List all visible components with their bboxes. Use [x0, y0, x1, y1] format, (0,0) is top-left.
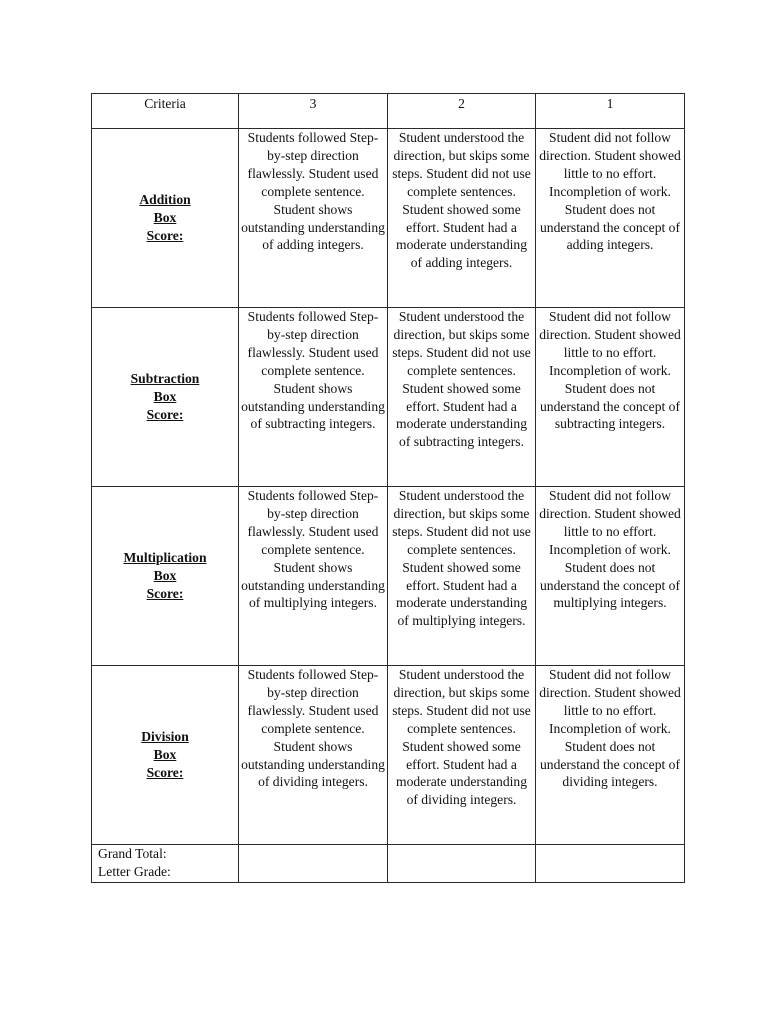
addition-score-2-desc: Student understood the direction, but skips some steps. Student did not use complete sentences. Student showed some effort. Student had a moderate understanding of adding integers.: [388, 129, 536, 308]
division-criteria-cell: [92, 666, 239, 845]
score-2-total-cell[interactable]: [388, 845, 536, 883]
criteria-name: Multiplication: [123, 550, 207, 566]
multiplication-score-3-desc: Students followed Step-by-step direction flawlessly. Student used complete sentence. Student shows outstanding understanding of multiplying integers.: [239, 487, 388, 666]
rubric-table: [91, 93, 685, 883]
subtraction-score-3-desc: Students followed Step-by-step direction flawlessly. Student used complete sentence. Student shows outstanding understanding of subtracting integers.: [239, 308, 388, 487]
criteria-box-label: Box: [153, 389, 177, 405]
criteria-score-label: Score:: [146, 764, 184, 780]
criteria-score-label: Score:: [146, 585, 184, 601]
multiplication-row: [92, 487, 685, 666]
grand-total-label: Grand Total:: [98, 846, 167, 861]
addition-score-3-desc: Students followed Step-by-step direction flawlessly. Student used complete sentence. Student shows outstanding understanding of adding integers.: [239, 129, 388, 308]
criteria-score-label: Score:: [146, 406, 184, 422]
addition-score-1-desc: Student did not follow direction. Student showed little to no effort. Incompletion of work. Student does not understand the concept of adding integers.: [536, 129, 685, 308]
criteria-name: Division: [141, 729, 189, 745]
criteria-box-label: Box: [153, 210, 177, 226]
addition-criteria-cell: [92, 129, 239, 308]
subtraction-row: [92, 308, 685, 487]
criteria-name: Subtraction: [130, 371, 200, 387]
header-row: [92, 94, 685, 129]
totals-row: [92, 845, 685, 883]
division-score-3-desc: Students followed Step-by-step direction flawlessly. Student used complete sentence. Student shows outstanding understanding of dividing integers.: [239, 666, 388, 845]
subtraction-score-1-desc: Student did not follow direction. Student showed little to no effort. Incompletion of work. Student does not understand the concept of subtracting integers.: [536, 308, 685, 487]
division-score-1-desc: Student did not follow direction. Student showed little to no effort. Incompletion of work. Student does not understand the concept of dividing integers.: [536, 666, 685, 845]
totals-label-cell: [92, 845, 239, 883]
division-row: [92, 666, 685, 845]
score-3-header: 3: [239, 94, 388, 129]
multiplication-score-1-desc: Student did not follow direction. Student showed little to no effort. Incompletion of work. Student does not understand the concept of multiplying integers.: [536, 487, 685, 666]
criteria-box-label: Box: [153, 568, 177, 584]
multiplication-criteria-cell: [92, 487, 239, 666]
multiplication-score-2-desc: Student understood the direction, but skips some steps. Student did not use complete sentences. Student showed some effort. Student had a moderate understanding of multiplying integers.: [388, 487, 536, 666]
score-3-total-cell[interactable]: [239, 845, 388, 883]
score-2-header: 2: [388, 94, 536, 129]
criteria-box-label: Box: [153, 747, 177, 763]
score-1-header: 1: [536, 94, 685, 129]
letter-grade-label: Letter Grade:: [98, 863, 171, 879]
subtraction-criteria-cell: [92, 308, 239, 487]
division-score-2-desc: Student understood the direction, but skips some steps. Student did not use complete sentences. Student showed some effort. Student had a moderate understanding of dividing integers.: [388, 666, 536, 845]
criteria-header: Criteria: [92, 94, 239, 129]
score-1-total-cell[interactable]: [536, 845, 685, 883]
subtraction-score-2-desc: Student understood the direction, but skips some steps. Student did not use complete sentences. Student showed some effort. Student had a moderate understanding of subtracting integers.: [388, 308, 536, 487]
addition-row: [92, 129, 685, 308]
criteria-score-label: Score:: [146, 227, 184, 243]
criteria-name: Addition: [139, 192, 191, 208]
